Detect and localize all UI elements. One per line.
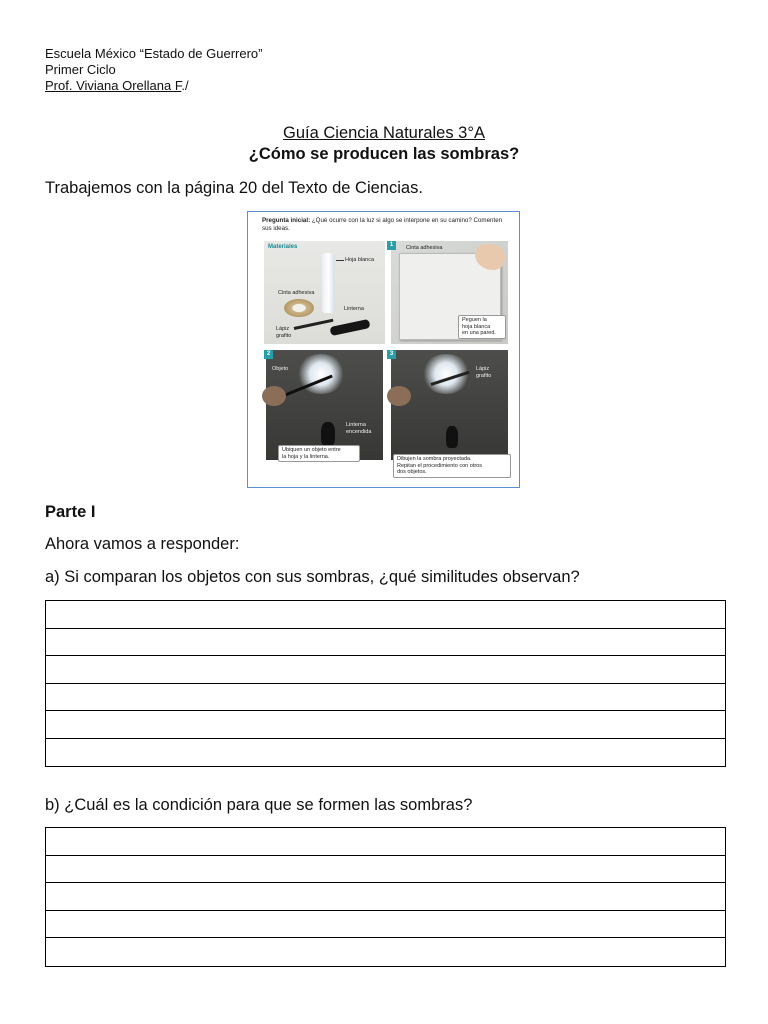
step3-label-lapiz: Lápiz grafito [476, 366, 492, 379]
answer-line[interactable] [46, 883, 725, 911]
step1-caption: Peguen la hoja blanca en una pared. [458, 315, 506, 339]
guide-title-text: Guía Ciencia Naturales 3°A [283, 124, 485, 142]
answer-line[interactable] [46, 856, 725, 884]
guide-title [0, 124, 768, 143]
answer-line[interactable] [46, 938, 725, 966]
step1-number: 1 [387, 241, 396, 250]
cycle-label: Primer Ciclo [45, 62, 116, 77]
answer-lines-a[interactable] [45, 600, 726, 767]
figure-question-label: Pregunta inicial: [262, 217, 311, 224]
answer-line[interactable] [46, 601, 725, 629]
pencil-illustration [294, 319, 334, 330]
teacher-line [45, 78, 189, 94]
step2-number: 2 [264, 350, 273, 359]
step2-panel [266, 350, 383, 460]
step1-label-cinta: Cinta adhesiva [406, 245, 443, 251]
label-lapiz-grafito: Lápiz grafito [276, 326, 292, 339]
school-name: Escuela México “Estado de Guerrero” [45, 46, 263, 61]
flashlight-illustration [330, 319, 371, 336]
figure-question-text: ¿Qué ocurre con la luz si algo se interpone en su camino? Comenten sus ideas. [262, 217, 503, 232]
step3-number: 3 [387, 350, 396, 359]
guide-subtitle: ¿Cómo se producen las sombras? [248, 145, 520, 163]
teacher-suffix: ./ [181, 78, 189, 93]
figure-question [262, 217, 512, 233]
answer-line[interactable] [46, 739, 725, 767]
step2-label-linterna: Linterna encendida [346, 422, 372, 435]
label-cinta-adhesiva: Cinta adhesiva [278, 290, 315, 296]
step1-panel [391, 241, 508, 344]
answer-line[interactable] [46, 711, 725, 739]
tape-roll-illustration [284, 299, 314, 317]
step3-caption: Dibujen la sombra proyectada. Repitan el procedimiento con otros dos objetos. [393, 454, 511, 478]
materials-panel [264, 241, 385, 344]
label-hoja-blanca: Hoja blanca [345, 257, 375, 263]
materials-heading: Materiales [268, 244, 298, 250]
lit-flashlight-3 [446, 426, 458, 448]
step2-label-objeto: Objeto [272, 366, 289, 372]
textbook-figure [247, 211, 520, 488]
step2-caption: Ubiquen un objeto entre la hoja y la linterna. [278, 445, 360, 462]
answer-line[interactable] [46, 684, 725, 712]
hand-illustration-2 [262, 386, 286, 406]
answer-lines-b[interactable] [45, 827, 726, 967]
intro-text: Trabajemos con la página 20 del Texto de Ciencias. [45, 179, 423, 197]
answer-line[interactable] [46, 656, 725, 684]
hand-illustration-3 [387, 386, 411, 406]
answer-line[interactable] [46, 911, 725, 939]
answer-line[interactable] [46, 828, 725, 856]
label-linterna: Linterna [344, 306, 364, 312]
paper-roll-illustration [322, 253, 335, 313]
answer-line[interactable] [46, 629, 725, 657]
lit-flashlight [321, 422, 335, 446]
part-title: Parte I [45, 503, 96, 521]
question-a: a) Si comparan los objetos con sus sombras, ¿qué similitudes observan? [45, 568, 580, 586]
answer-prompt: Ahora vamos a responder: [45, 535, 240, 553]
teacher-name: Prof. Viviana Orellana F [45, 78, 182, 93]
step3-panel [391, 350, 508, 475]
question-b: b) ¿Cuál es la condición para que se formen las sombras? [45, 796, 473, 814]
